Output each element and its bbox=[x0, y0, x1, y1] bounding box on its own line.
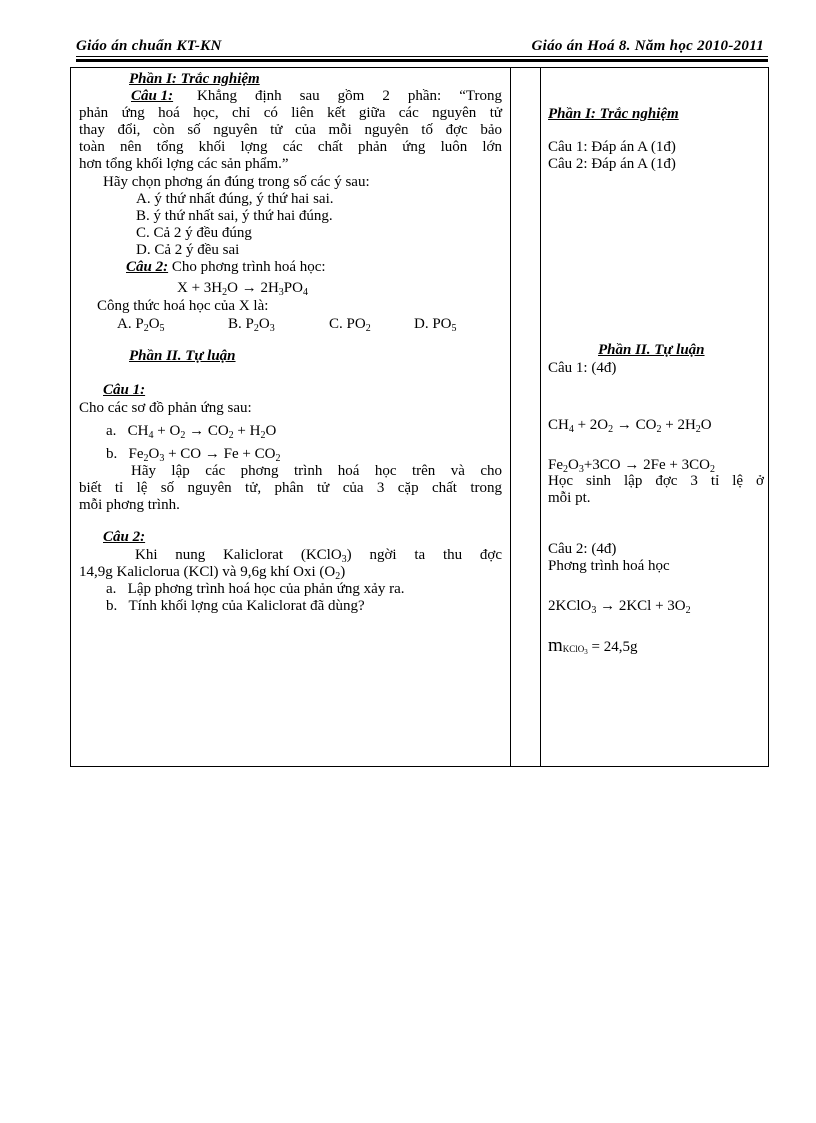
q2-line bbox=[126, 259, 326, 276]
q2-label: Câu 2: bbox=[126, 259, 169, 275]
q1-prompt: Hãy chọn phơng án đúng trong số các ý sau: bbox=[103, 174, 370, 190]
p2q1-line-3: mỗi phơng trình. bbox=[79, 497, 180, 513]
column-divider-1 bbox=[510, 68, 511, 766]
q1-option-b: B. ý thứ nhất sai, ý thứ hai đúng. bbox=[136, 208, 333, 224]
answer-eq2-note-1: Học sinh lập đợc 3 tỉ lệ ở bbox=[548, 473, 764, 489]
answer-q1: Câu 1: Đáp án A (1đ) bbox=[548, 139, 676, 155]
q1-option-d: D. Cả 2 ý đều sai bbox=[136, 242, 240, 258]
answer-equation-1: $CH_4 + 2O_2 \to CO_2 + 2H_2O$ bbox=[548, 417, 712, 435]
q2-option-b: B. $P_2O_3$ bbox=[228, 316, 275, 334]
q1-option-a: A. ý thứ nhất đúng, ý thứ hai sai. bbox=[136, 191, 334, 207]
p2q1-line-1: Hãy lập các phơng trình hoá học trên và cho bbox=[131, 463, 502, 479]
page-header bbox=[76, 38, 768, 56]
answer-p2q1-score: Câu 1: (4đ) bbox=[548, 360, 617, 376]
answer-part2-title: Phần II. Tự luận bbox=[598, 342, 705, 358]
q1-option-c: C. Cả 2 ý đều đúng bbox=[136, 225, 252, 241]
p2q2-line-2: 14,9g Kaliclorua (KCl) và 9,6g khí Oxi $(O_2)$ bbox=[79, 564, 346, 582]
p2q2-label: Câu 2: bbox=[103, 529, 146, 545]
q2-option-a: A. $P_2O_5$ bbox=[117, 316, 165, 334]
q1-text-4: toàn nên tổng khối lợng các chất phản ứng luôn lớn bbox=[79, 139, 502, 155]
q1-text-3: thay đổi, còn số nguyên tử của mỗi nguyên tố đợc bảo bbox=[79, 122, 502, 138]
p2q1-reaction-a: a. $CH_4 + O_2 \to CO_2 + H_2O$ bbox=[106, 423, 277, 441]
p2q2-line-1: Khi nung Kaliclorat (KClO$_3$) ngời ta thu đợc bbox=[135, 547, 502, 565]
p2q1-reaction-b: b. $Fe_2O_3$ + CO → $Fe + CO_2$ bbox=[106, 446, 281, 464]
part2-title: Phần II. Tự luận bbox=[129, 348, 236, 364]
p2q2-item-b: b. Tính khối lợng của Kaliclorat đã dùng? bbox=[106, 598, 365, 614]
questions-column bbox=[79, 68, 502, 766]
p2q1-text: Cho các sơ đồ phản ứng sau: bbox=[79, 400, 252, 416]
p2q2-item-a: a. Lập phơng trình hoá học của phản ứng xảy ra. bbox=[106, 581, 405, 597]
q1-text-1: Khẳng định sau gồm 2 phần: “Trong bbox=[197, 88, 502, 104]
answer-p2q2-score: Câu 2: (4đ) bbox=[548, 541, 617, 557]
header-right: Giáo án Hoá 8. Năm học 2010-2011 bbox=[531, 38, 764, 54]
answer-equation-2: $Fe_2O_3+3CO \to 2Fe + 3CO_2$ bbox=[548, 457, 715, 475]
answer-equation-3: 2KClO$_3$ → $2KCl + 3O_2$ bbox=[548, 598, 691, 616]
answer-eq2-note-2: mỗi pt. bbox=[548, 490, 591, 506]
answer-mass: mKClO$_3$ = 24,5g bbox=[548, 635, 638, 656]
q1-text-2: phản ứng hoá học, chỉ có liên kết giữa các nguyên tử bbox=[79, 105, 502, 121]
answer-part1-title: Phần I: Trắc nghiệm bbox=[548, 106, 679, 122]
q1-label: Câu 1: bbox=[131, 88, 174, 104]
header-rule-thick bbox=[76, 59, 768, 62]
q1-text-5: hơn tổng khối lợng các sản phẩm.” bbox=[79, 156, 289, 172]
q2-equation: $X + 3H_2O \to 2H_3PO_4$ bbox=[177, 280, 308, 298]
column-divider-2 bbox=[540, 68, 541, 766]
answer-q2: Câu 2: Đáp án A (1đ) bbox=[548, 156, 676, 172]
exam-table bbox=[70, 67, 769, 767]
p2q1-line-2: biết tỉ lệ số nguyên tử, phân tử của 3 cặp chất trong bbox=[79, 480, 502, 496]
header-rule-thin bbox=[76, 56, 768, 57]
header-left: Giáo án chuẩn KT-KN bbox=[76, 38, 222, 54]
part1-title: Phần I: Trắc nghiệm bbox=[129, 71, 260, 87]
q2-text: Cho phơng trình hoá học: bbox=[171, 259, 326, 275]
q2-option-d: D. $PO_5$ bbox=[414, 316, 457, 334]
q2-option-c: C. $PO_2$ bbox=[329, 316, 371, 334]
answer-p2q2-text: Phơng trình hoá học bbox=[548, 558, 670, 574]
q2-prompt: Công thức hoá học của X là: bbox=[97, 298, 269, 314]
answers-column bbox=[548, 68, 768, 766]
p2q1-label: Câu 1: bbox=[103, 382, 146, 398]
